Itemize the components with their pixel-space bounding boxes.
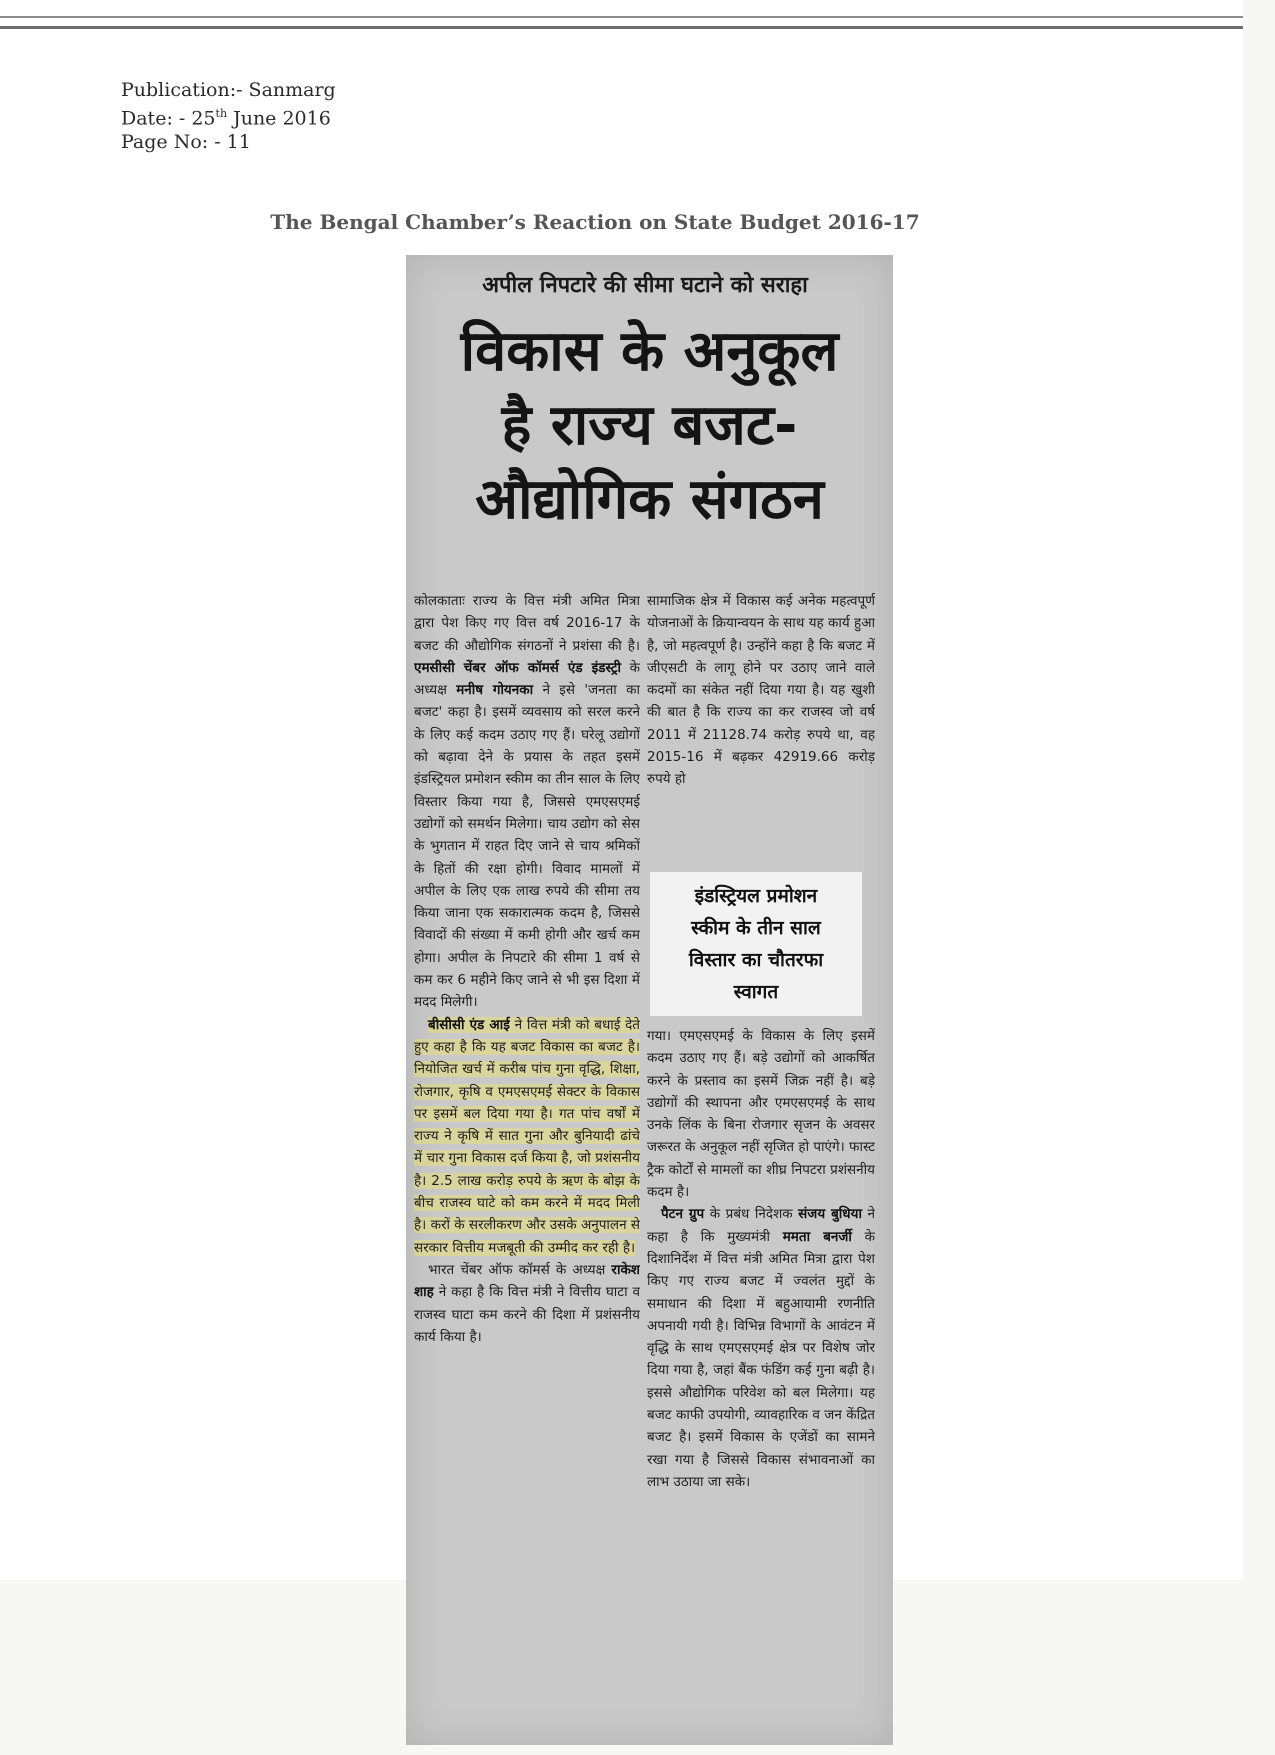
org-name: बीसीसी एंड आई — [428, 1016, 510, 1033]
clipping-caption: The Bengal Chamber’s Reaction on State Budget 2016-17 — [270, 210, 920, 234]
publication-line: Publication:- Sanmarg — [121, 79, 336, 101]
paragraph — [414, 1014, 640, 1259]
paragraph: गया। एमएसएमई के विकास के लिए इसमें कदम उठाए गए हैं। बड़े उद्योगों को आकर्षित करने के प्रस्ताव का इसमें जिक्र नहीं है। बड़े उद्योगों की स्थापना और एमएसएमई के साथ उनके लिंक के बिना रोजगार सृजन के अवसर जरूरत के अनुकूल नहीं सृजित हो पाएंगे। फास्ट ट्रैक कोर्टों से मामलों का शीघ्र निपटरा प्रशंसनीय कदम है। — [647, 1028, 875, 1201]
text-run: के प्रबंध निदेशक — [704, 1206, 799, 1223]
person-name: ममता बनर्जी — [782, 1228, 852, 1245]
date-suffix-ordinal: th — [215, 107, 228, 120]
paragraph — [414, 1259, 640, 1348]
page-number-line: Page No: - 11 — [121, 131, 251, 154]
person-name: मनीष गोयनका — [456, 682, 534, 699]
text-run: के दिशानिर्देश में वित्त मंत्री अमित मित्रा द्वारा पेश किए गए राज्य बजट में ज्वलंत मुद्दों के समाधान की दिशा में बहुआयामी रणनीति अपनायी गयी है। विभिन्न विभागों के आवंटन में वृद्धि के साथ एमएसएमई क्षेत्र पर विशेष जोर दिया गया है, जहां बैंक फंडिंग कई गुना बढ़ी है। इससे औद्योगिक परिवेश को बल मिलेगा। यह बजट काफी उपयोगी, व्यावहारिक व जन केंद्रित बजट है। इसमें विकास के एजेंडों का सामने रखा गया है जिससे विकास संभावनाओं का लाभ उठाया जा सके। — [647, 1228, 875, 1490]
pullquote-line: स्वागत — [733, 981, 779, 1003]
org-name: एमसीसी चेंबर ऑफ कॉमर्स एंड इंडस्ट्री — [414, 659, 622, 676]
highlighted-text-run: ने वित्त मंत्री को बधाई देते हुए कहा है कि यह बजट विकास का बजट है। नियोजित खर्च में करीब पांच गुना वृद्धि, शिक्षा, रोजगार, कृषि व एमएसएमई सेक्टर के विकास पर इसमें बल दिया गया है। गत पांच वर्षों में राज्य ने कृषि में सात गुना और बुनियादी ढांचे में चार गुना विकास दर्ज किया है, जो प्रशंसनीय है। 2.5 लाख करोड़ रुपये के ऋण के बोझ के बीच राजस्व घाटे को कम करने में मदद मिली है। करों के सरलीकरण और उसके अनुपालन से सरकार वित्तीय मजबूती की उम्मीद कर रही है। — [414, 1016, 640, 1256]
top-rule-thick — [0, 26, 1243, 29]
text-run: ने कहा है कि मुख्यमंत्री — [647, 1206, 875, 1245]
text-run: ने इसे 'जनता का बजट' कहा है। इसमें व्यवसाय को सरल करने के लिए कई कदम उठाए गए हैं। घरेलू उद्योगों को बढ़ावा देने के प्रयास के तहत इसमें इंडस्ट्रियल प्रमोशन स्कीम का तीन साल के लिए विस्तार किया गया है, जिससे एमएसएमई उद्योगों को समर्थन मिलेगा। चाय उद्योग को सेस के भुगतान में राहत दिए जाने से चाय श्रमिकों के हितों की रक्षा होगी। विवाद मामलों में अपील के लिए एक लाख रुपये की सीमा तय किया जाना एक सकारात्मक कदम है, जिससे विवादों की संख्या में कमी होगी और खर्च कम होगा। अपील के निपटारे की सीमा 1 वर्ष से कम कर 6 महीने किए जाने से भी इस दिशा में मदद मिलेगी। — [414, 682, 640, 1011]
pull-quote — [650, 872, 862, 1016]
pullquote-line: विस्तार का चौतरफा — [688, 949, 824, 971]
date-prefix: Date: - 25 — [121, 107, 216, 130]
paragraph — [414, 590, 640, 1014]
text-run: ने कहा है कि वित्त मंत्री ने वित्तीय घाटा व राजस्व घाटा कम करने की दिशा में प्रशंसनीय कार्य किया है। — [414, 1284, 640, 1345]
text-run: कोलकाताः राज्य के वित्त मंत्री अमित मित्रा द्वारा पेश किए गए वित्त वर्ष 2016-17 के बजट की औद्योगिक संगठनों ने प्रशंसा की है। — [414, 593, 640, 654]
article-kicker: अपील निपटारे की सीमा घटाने को सराहा — [482, 273, 808, 298]
headline-line: है राज्य बजट- — [501, 393, 798, 458]
date-rest: June 2016 — [227, 107, 331, 130]
pullquote-line: स्कीम के तीन साल — [691, 917, 821, 939]
headline-line: विकास के अनुकूल — [460, 319, 839, 384]
paragraph — [647, 1203, 875, 1493]
top-rule — [0, 16, 1243, 18]
article-headline — [406, 315, 893, 537]
person-name: राकेश शाह — [414, 1261, 640, 1301]
org-name: पैटन ग्रुप — [661, 1206, 705, 1223]
headline-line: औद्योगिक संगठन — [475, 467, 824, 532]
paragraph: सामाजिक क्षेत्र में विकास कई अनेक महत्वपूर्ण योजनाओं के क्रियान्वयन के साथ यह कार्य हुआ है, जो महत्वपूर्ण है। उन्होंने कहा है कि बजट में जीएसटी के लागू होने पर उठाए जाने वाले कदमों का संकेत नहीं दिया गया है। यह खुशी की बात है कि राज्य का कर राजस्व जो वर्ष 2011 में 21128.74 करोड़ रुपये था, वह 2015-16 में बढ़कर 42919.66 करोड़ रुपये हो — [647, 593, 875, 788]
publication-meta — [121, 78, 336, 154]
person-name: संजय बुधिया — [798, 1206, 862, 1223]
article-column-right-bottom — [647, 1025, 875, 1735]
text-run: के अध्यक्ष — [414, 659, 640, 699]
newspaper-clipping — [406, 255, 893, 1745]
pullquote-line: इंडस्ट्रियल प्रमोशन — [694, 885, 818, 907]
text-run: भारत चेंबर ऑफ कॉमर्स के अध्यक्ष — [428, 1261, 612, 1278]
article-column-left — [414, 590, 640, 1735]
article-column-right-top — [647, 590, 875, 860]
date-line — [121, 102, 336, 130]
